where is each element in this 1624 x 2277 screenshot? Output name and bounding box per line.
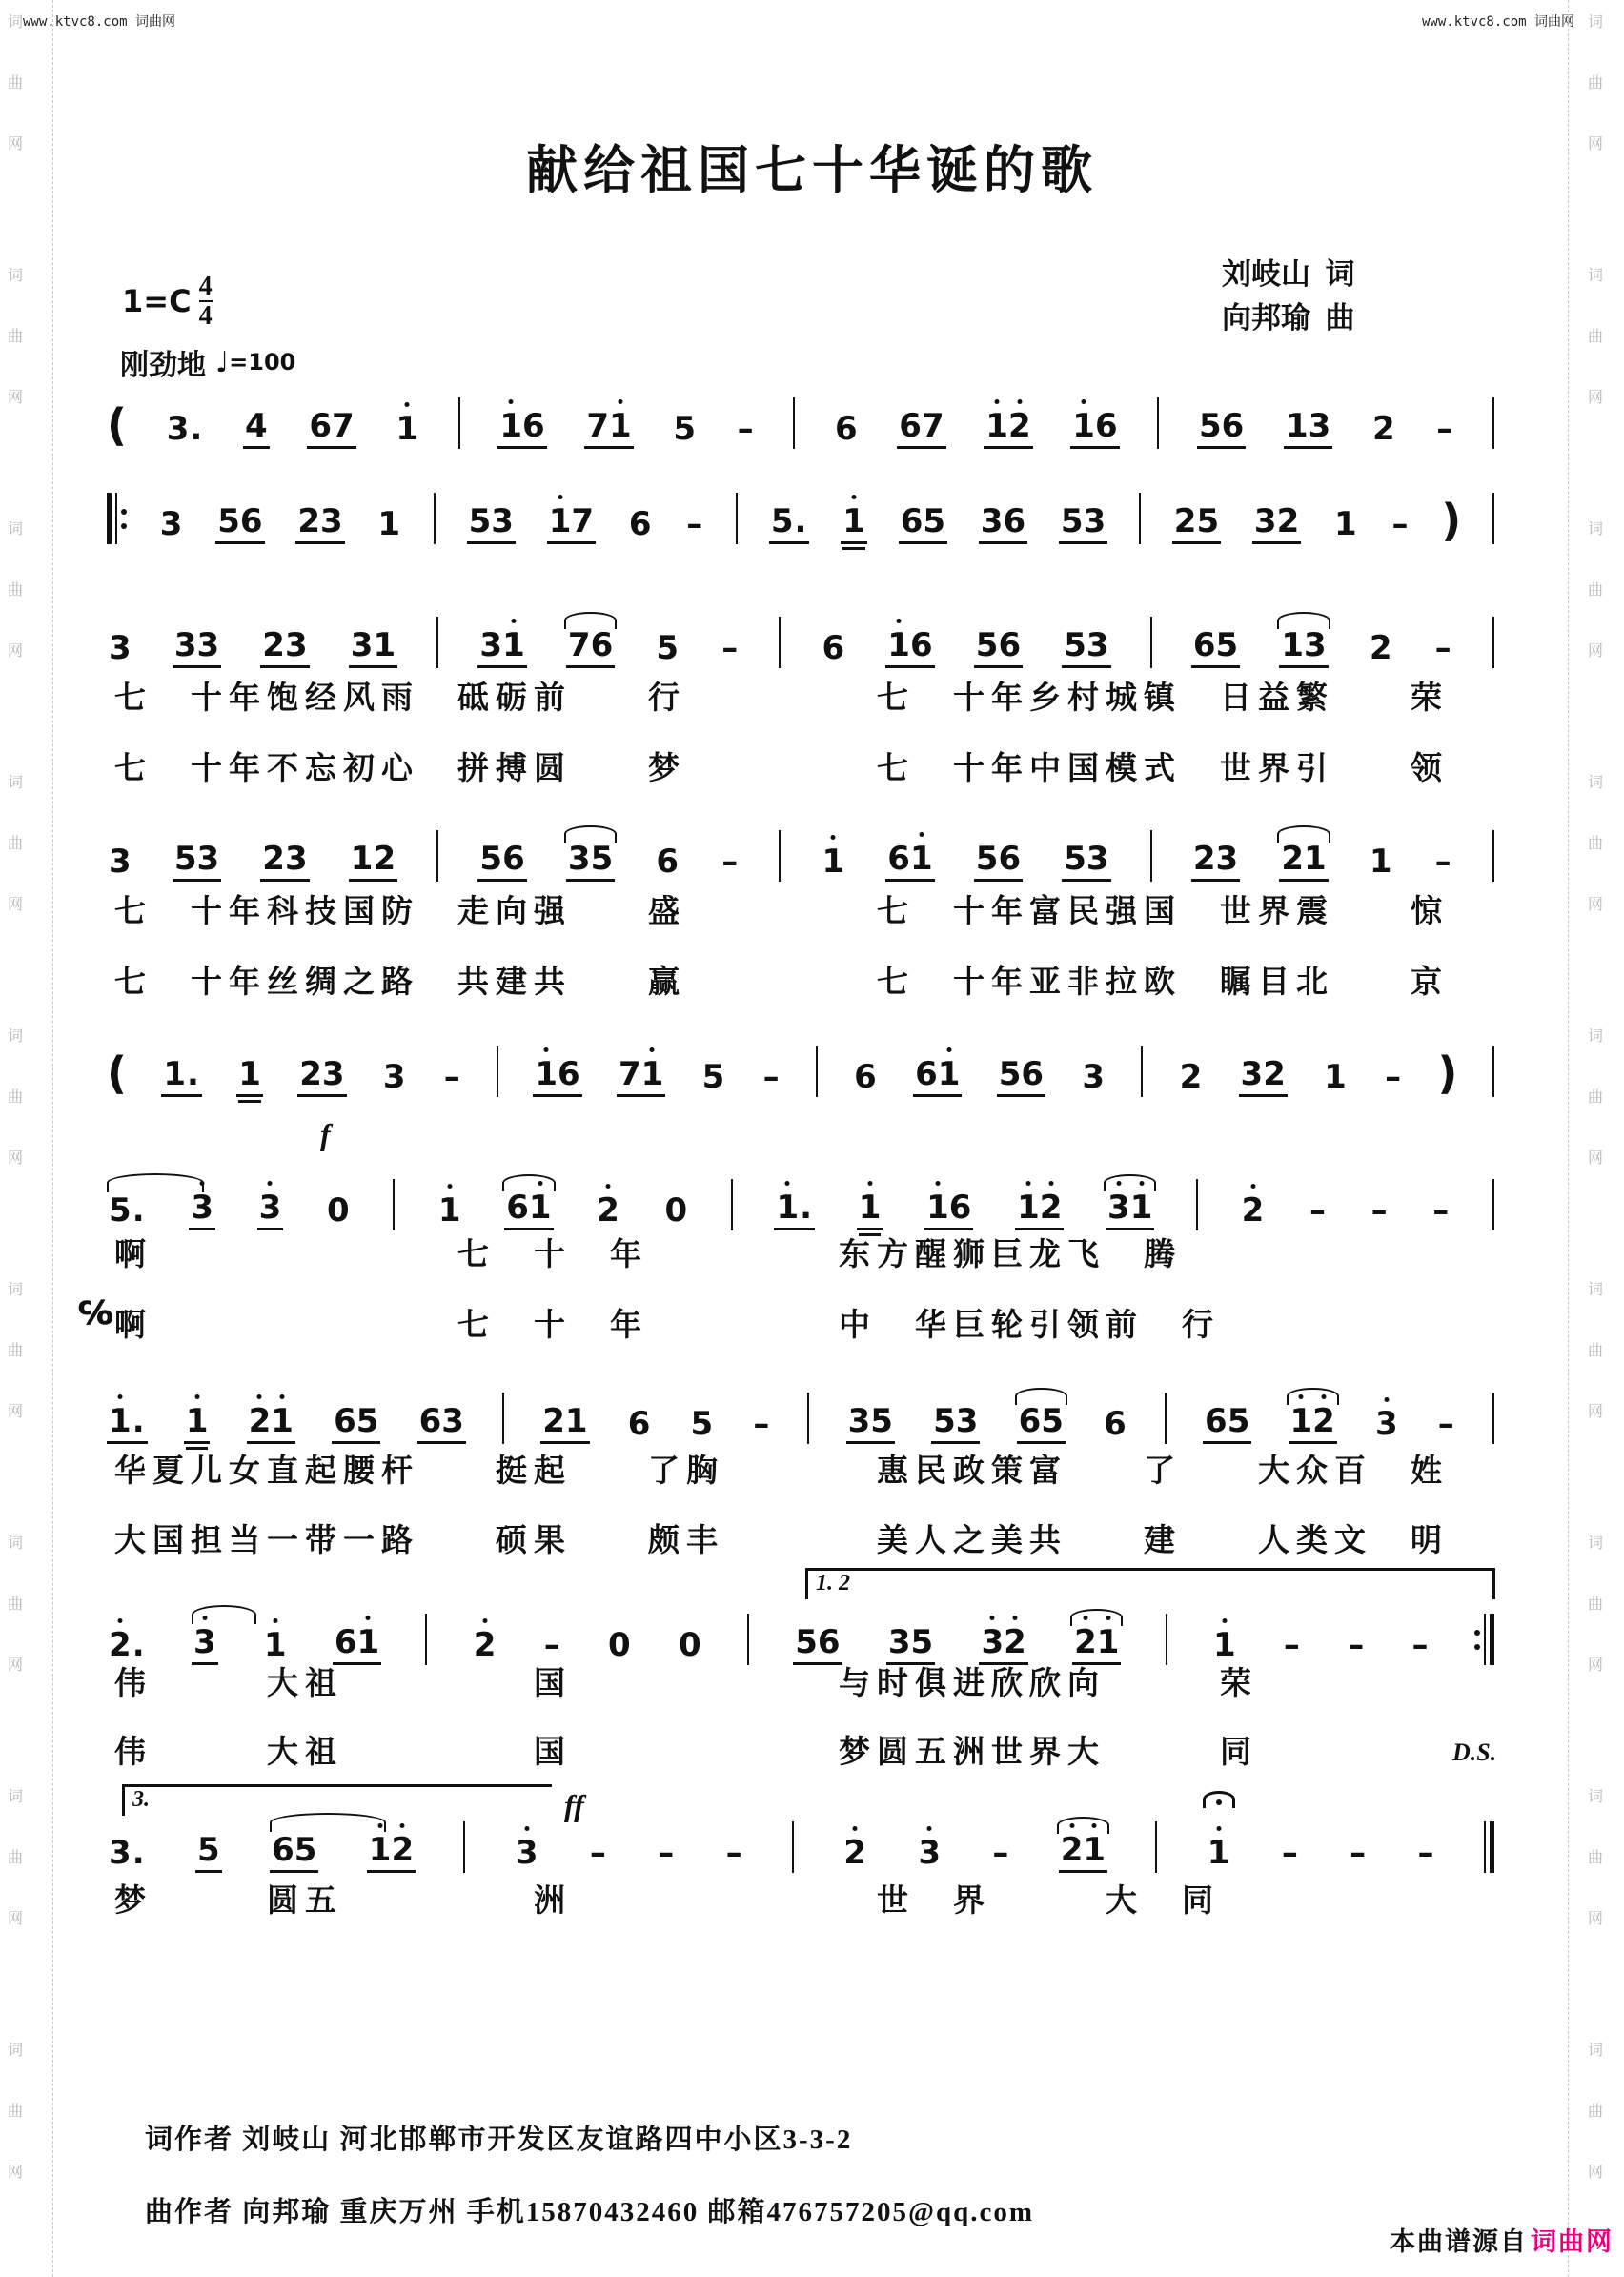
right-dashed-divider bbox=[1568, 0, 1569, 2277]
note-group: 2 bbox=[843, 1834, 866, 1872]
lyricist-credit: 刘岐山 词 bbox=[1222, 257, 1355, 291]
note-symbol: – bbox=[1370, 1191, 1388, 1230]
note-group: 6 bbox=[656, 843, 680, 881]
watermark-char: 曲 bbox=[1588, 1595, 1604, 1613]
note-group: 6 5 bbox=[1203, 1390, 1251, 1444]
notation-line-5 bbox=[107, 1043, 1494, 1097]
note-group: 6 3 bbox=[417, 1390, 466, 1444]
note-group: 5 6 bbox=[974, 827, 1023, 882]
note-group: 3 2 bbox=[1252, 490, 1301, 544]
note-group: 1 bbox=[437, 1191, 461, 1230]
ds-mark: D.S. bbox=[1452, 1738, 1497, 1766]
note-group: 1 bbox=[1212, 1626, 1236, 1664]
source-site-badge: 词曲网 bbox=[1531, 2227, 1614, 2257]
note-group: 3 bbox=[1082, 1058, 1105, 1096]
note-group: 5 bbox=[673, 410, 696, 448]
dynamic-ff: ff bbox=[564, 1788, 584, 1822]
note-group: 3 bbox=[109, 843, 132, 881]
note-group: 1 bbox=[184, 1390, 211, 1444]
note-symbol: – bbox=[721, 629, 739, 667]
barline bbox=[731, 1179, 733, 1230]
note-group: 1 bbox=[1206, 1821, 1232, 1873]
tempo-expression: 刚劲地 bbox=[120, 350, 206, 381]
note-group: 1 . bbox=[161, 1043, 202, 1097]
note-group: 2 bbox=[1369, 629, 1392, 667]
lyric-line: 大国担当一带一路 硕果 颇丰 美人之美共 建 人类文 明 bbox=[114, 1524, 1449, 1558]
notation-line-4 bbox=[107, 827, 1494, 882]
note-group: 7 1 bbox=[584, 395, 633, 449]
barline bbox=[1492, 1393, 1494, 1444]
note-symbol: – bbox=[1348, 1626, 1365, 1664]
lyric-line: 啊 七 十 年 中 华巨轮引领前 行 bbox=[114, 1309, 1220, 1343]
note-symbol: – bbox=[1436, 410, 1453, 448]
notation-line-7 bbox=[107, 1390, 1494, 1444]
note-group: 3 bbox=[109, 629, 132, 667]
note-group: 5 bbox=[195, 1819, 222, 1873]
note-group: 0 bbox=[608, 1626, 631, 1664]
barline bbox=[1157, 397, 1159, 449]
note-group: 7 1 bbox=[617, 1043, 665, 1097]
lyric-line: 七 十年不忘初心 拼搏圆 梦 七 十年中国模式 世界引 领 bbox=[114, 752, 1449, 786]
note-group: 6 1 bbox=[504, 1176, 553, 1230]
left-dashed-divider bbox=[52, 0, 53, 2277]
note-group: 6 1 bbox=[885, 827, 934, 882]
note-group: 5 6 bbox=[974, 614, 1023, 668]
key-signature bbox=[122, 273, 213, 331]
barline bbox=[792, 1821, 794, 1873]
note-group: 1 bbox=[263, 1626, 287, 1664]
barline bbox=[779, 617, 781, 668]
watermark-char: 曲 bbox=[1588, 834, 1604, 852]
note-symbol: – bbox=[589, 1834, 606, 1872]
watermark-char: 网 bbox=[1588, 1656, 1604, 1674]
note-group: 3 . bbox=[109, 1834, 145, 1872]
watermark-char: 曲 bbox=[8, 2102, 24, 2120]
time-top: 4 bbox=[198, 272, 213, 301]
barline bbox=[463, 1821, 465, 1873]
note-group: 3 1 bbox=[349, 614, 397, 668]
note-group: 3 bbox=[192, 1611, 218, 1665]
note-group: 1 bbox=[1369, 843, 1392, 881]
note-group: 3 5 bbox=[566, 827, 615, 882]
note-group: 3 6 bbox=[979, 490, 1027, 544]
tempo-marking bbox=[120, 341, 295, 383]
note-group: 3 bbox=[189, 1176, 215, 1230]
note-group: 5 3 bbox=[1062, 827, 1110, 882]
dynamic-f: f bbox=[320, 1117, 331, 1151]
note-group: 0 bbox=[678, 1626, 701, 1664]
note-group: 3 bbox=[515, 1834, 538, 1872]
note-group: 1 2 bbox=[1015, 1176, 1064, 1230]
note-group: 1 6 bbox=[924, 1176, 973, 1230]
note-group: 5 6 bbox=[997, 1043, 1045, 1097]
watermark-char: 曲 bbox=[1588, 327, 1604, 345]
final-barline bbox=[1484, 1821, 1494, 1873]
key-label: 1=C bbox=[122, 283, 192, 320]
time-signature bbox=[199, 273, 213, 331]
barline bbox=[736, 493, 738, 544]
note-group: 5 . bbox=[769, 490, 810, 544]
note-symbol: – bbox=[737, 410, 754, 448]
note-group: 6 bbox=[1104, 1405, 1127, 1443]
tempo-value: =100 bbox=[229, 349, 296, 376]
barline bbox=[1492, 1046, 1494, 1097]
watermark-char: 网 bbox=[1588, 2163, 1604, 2181]
notation-line-1 bbox=[107, 395, 1494, 449]
parenthesis: ) bbox=[1437, 1047, 1458, 1099]
barline bbox=[502, 1393, 504, 1444]
watermark-char: 曲 bbox=[1588, 1848, 1604, 1866]
note-group: 2 3 bbox=[260, 614, 309, 668]
watermark-char: 曲 bbox=[8, 73, 24, 91]
watermark-char: 词 bbox=[8, 1027, 24, 1045]
note-group: 2 bbox=[1241, 1191, 1265, 1230]
note-group: 3 bbox=[1374, 1405, 1398, 1443]
lyric-line: 伟 大祖 国 梦圆五洲世界大 同 bbox=[114, 1736, 1258, 1770]
note-group: 2 3 bbox=[297, 1043, 346, 1097]
watermark-char: 网 bbox=[8, 388, 24, 406]
barline bbox=[779, 830, 781, 882]
note-group: 2 bbox=[473, 1626, 497, 1664]
watermark-char: 网 bbox=[1588, 388, 1604, 406]
barline bbox=[1492, 493, 1494, 544]
lyric-line: 伟 大祖 国 与时俱进欣欣向 荣 bbox=[114, 1667, 1258, 1701]
watermark-char: 网 bbox=[1588, 1149, 1604, 1167]
note-symbol: – bbox=[1432, 1191, 1450, 1230]
note-group: 1 6 bbox=[1070, 395, 1119, 449]
barline bbox=[1166, 1614, 1167, 1665]
volta-bracket-3 bbox=[122, 1784, 552, 1816]
notation-line-3 bbox=[107, 614, 1494, 668]
note-group: 5 3 bbox=[467, 490, 516, 544]
note-group: 1 bbox=[1334, 505, 1357, 543]
note-group: 3 5 bbox=[886, 1611, 935, 1665]
note-group: 2 1 bbox=[1072, 1611, 1121, 1665]
note-group: 2 1 bbox=[540, 1390, 589, 1444]
watermark-char: 词 bbox=[8, 773, 24, 791]
note-group: 1 bbox=[236, 1043, 263, 1097]
watermark-char: 词 bbox=[1588, 1027, 1604, 1045]
note-group: 1 bbox=[377, 505, 401, 543]
note-symbol: – bbox=[1434, 843, 1451, 881]
volta-bracket-1-2 bbox=[805, 1568, 1495, 1599]
watermark-char: 曲 bbox=[1588, 2102, 1604, 2120]
barline bbox=[1492, 397, 1494, 449]
barline bbox=[393, 1179, 395, 1230]
watermark-char: 网 bbox=[8, 1909, 24, 1927]
note-group: 6 bbox=[822, 629, 845, 667]
barline bbox=[1155, 1821, 1157, 1873]
note-group: 1 2 bbox=[349, 827, 397, 882]
watermark-char: 词 bbox=[8, 2041, 24, 2059]
note-group: 5 6 bbox=[1197, 395, 1246, 449]
note-group: 2 bbox=[1371, 410, 1395, 448]
note-group: 6 bbox=[834, 410, 858, 448]
note-group: 5 6 bbox=[477, 827, 526, 882]
note-symbol: – bbox=[443, 1058, 460, 1096]
watermark-char: 词 bbox=[1588, 2041, 1604, 2059]
lyric-line: 华夏儿女直起腰杆 挺起 了胸 惠民政策富 了 大众百 姓 bbox=[114, 1454, 1449, 1489]
page-title: 献给祖国七十华诞的歌 bbox=[526, 142, 1098, 199]
note-symbol: – bbox=[721, 843, 739, 881]
note-group: 5 6 bbox=[215, 490, 264, 544]
note-group: 1 6 bbox=[497, 395, 546, 449]
watermark-char: 词 bbox=[8, 266, 24, 284]
barline bbox=[436, 617, 438, 668]
volta-label: 3. bbox=[132, 1787, 150, 1812]
note-symbol: – bbox=[1309, 1191, 1326, 1230]
barline bbox=[807, 1393, 809, 1444]
note-group: 2 . bbox=[109, 1626, 145, 1664]
note-group: 1 3 bbox=[1279, 614, 1328, 668]
note-group: 0 bbox=[326, 1191, 350, 1230]
note-group: 0 bbox=[664, 1191, 688, 1230]
composer-contact-info: 曲作者 向邦瑜 重庆万州 手机15870432460 邮箱476757205@qq.com bbox=[145, 2197, 1035, 2227]
note-group: 2 5 bbox=[1172, 490, 1221, 544]
note-group: 2 1 bbox=[247, 1390, 295, 1444]
watermark-char: 曲 bbox=[1588, 1088, 1604, 1106]
watermark-char: 词 bbox=[8, 1787, 24, 1805]
note-group: 3 2 bbox=[1239, 1043, 1288, 1097]
note-symbol: – bbox=[992, 1834, 1009, 1872]
watermark-top-right: www.ktvc8.com 词曲网 bbox=[1422, 14, 1575, 30]
note-group: 2 3 bbox=[295, 490, 344, 544]
note-group: 1 bbox=[841, 490, 867, 544]
watermark-char: 词 bbox=[8, 1280, 24, 1298]
note-group: 6 7 bbox=[307, 395, 355, 449]
barline bbox=[1492, 830, 1494, 882]
note-group: 3 2 bbox=[979, 1611, 1027, 1665]
note-group: 6 5 bbox=[332, 1390, 380, 1444]
note-group: 1 bbox=[396, 410, 419, 448]
note-group: 1 6 bbox=[885, 614, 934, 668]
lyric-line: 七 十年科技国防 走向强 盛 七 十年富民强国 世界震 惊 bbox=[114, 895, 1449, 929]
note-group: 2 bbox=[597, 1191, 619, 1230]
barline bbox=[1165, 1393, 1167, 1444]
note-group: 6 bbox=[854, 1058, 877, 1096]
watermark-char: 词 bbox=[8, 12, 24, 30]
note-group: 3 bbox=[382, 1058, 406, 1096]
watermark-char: 网 bbox=[8, 1402, 24, 1420]
note-group: 7 6 bbox=[566, 614, 615, 668]
note-group: 5 bbox=[701, 1058, 725, 1096]
barline bbox=[1492, 617, 1494, 668]
barline bbox=[793, 397, 795, 449]
note-group: 3 1 bbox=[1106, 1176, 1154, 1230]
watermark-char: 网 bbox=[8, 2163, 24, 2181]
notation-line-9 bbox=[107, 1819, 1494, 1873]
note-group: 3 bbox=[918, 1834, 941, 1872]
note-group: 6 bbox=[627, 1405, 651, 1443]
note-group: 1 bbox=[857, 1176, 883, 1230]
note-group: 5 bbox=[656, 629, 680, 667]
barline bbox=[1196, 1179, 1198, 1230]
note-symbol: – bbox=[1437, 1405, 1454, 1443]
note-group: 5 . bbox=[107, 1179, 148, 1230]
segno-icon: ℅ bbox=[78, 1294, 114, 1332]
watermark-char: 曲 bbox=[8, 1088, 24, 1106]
note-symbol: – bbox=[1391, 505, 1409, 543]
note-group: 6 7 bbox=[897, 395, 945, 449]
note-group: 5 3 bbox=[1062, 614, 1110, 668]
note-group: 2 1 bbox=[1279, 827, 1328, 882]
lyric-line: 七 十年饱经风雨 砥砺前 行 七 十年乡村城镇 日益繁 荣 bbox=[114, 681, 1449, 716]
note-group: 6 5 bbox=[270, 1819, 318, 1873]
lyric-line: 七 十年丝绸之路 共建共 赢 七 十年亚非拉欧 瞩目北 京 bbox=[114, 966, 1449, 1000]
watermark-char: 词 bbox=[1588, 1534, 1604, 1552]
watermark-char: 网 bbox=[1588, 134, 1604, 152]
parenthesis: ( bbox=[107, 1047, 128, 1099]
barline bbox=[1150, 830, 1152, 882]
watermark-char: 词 bbox=[1588, 1787, 1604, 1805]
source-prefix: 本曲谱源自 bbox=[1390, 2227, 1528, 2257]
watermark-char: 词 bbox=[1588, 519, 1604, 538]
composer-credit: 向邦瑜 曲 bbox=[1222, 301, 1355, 335]
note-symbol: – bbox=[1281, 1834, 1298, 1872]
note-symbol: – bbox=[543, 1626, 560, 1664]
note-symbol: – bbox=[1385, 1058, 1402, 1096]
repeat-barline bbox=[107, 493, 127, 544]
barline bbox=[1141, 1046, 1143, 1097]
note-group: 1 7 bbox=[547, 490, 596, 544]
time-bottom: 4 bbox=[198, 301, 213, 332]
note-group: 3 bbox=[257, 1176, 284, 1230]
watermark-char: 词 bbox=[1588, 266, 1604, 284]
barline bbox=[497, 1046, 498, 1097]
watermark-char: 曲 bbox=[1588, 580, 1604, 599]
note-symbol: – bbox=[725, 1834, 742, 1872]
watermark-char: 曲 bbox=[8, 580, 24, 599]
watermark-char: 曲 bbox=[1588, 1341, 1604, 1359]
watermark-char: 网 bbox=[8, 641, 24, 660]
note-group: 6 1 bbox=[333, 1611, 381, 1665]
barline bbox=[1492, 1179, 1494, 1230]
note-group: 3 . bbox=[166, 410, 203, 448]
note-symbol: – bbox=[1350, 1834, 1367, 1872]
barline bbox=[436, 830, 438, 882]
note-group: 1 6 bbox=[533, 1043, 581, 1097]
note-symbol: – bbox=[1411, 1626, 1429, 1664]
note-group: 1 2 bbox=[984, 395, 1032, 449]
lyricist-contact-info: 词作者 刘岐山 河北邯郸市开发区友谊路四中小区3-3-2 bbox=[145, 2125, 853, 2155]
note-group: 6 bbox=[628, 505, 652, 543]
note-group: 3 3 bbox=[173, 614, 221, 668]
note-group: 3 bbox=[159, 505, 183, 543]
note-group: 5 bbox=[690, 1405, 714, 1443]
barline bbox=[747, 1614, 749, 1665]
note-symbol: – bbox=[1417, 1834, 1434, 1872]
note-symbol: – bbox=[1434, 629, 1451, 667]
note-symbol: – bbox=[762, 1058, 780, 1096]
note-group: 1 bbox=[822, 843, 845, 881]
note-symbol: – bbox=[686, 505, 703, 543]
lyric-line: 梦 圆五 洲 世 界 大 同 bbox=[114, 1884, 1220, 1919]
barline bbox=[1150, 617, 1152, 668]
watermark-char: 曲 bbox=[8, 1341, 24, 1359]
lyric-line: 啊 七 十 年 东方醒狮巨龙飞 腾 bbox=[114, 1238, 1182, 1272]
note-group: 1 bbox=[1324, 1058, 1347, 1096]
note-symbol: – bbox=[658, 1834, 675, 1872]
parenthesis: ( bbox=[107, 399, 128, 451]
note-group: 5 3 bbox=[173, 827, 221, 882]
watermark-char: 网 bbox=[1588, 1402, 1604, 1420]
note-group: 5 3 bbox=[931, 1390, 980, 1444]
note-group: 1 3 bbox=[1284, 395, 1332, 449]
watermark-top-left: www.ktvc8.com 词曲网 bbox=[23, 14, 176, 30]
barline bbox=[434, 493, 436, 544]
notation-line-2 bbox=[107, 490, 1494, 544]
watermark-char: 曲 bbox=[8, 834, 24, 852]
watermark-char: 曲 bbox=[8, 327, 24, 345]
notation-line-6 bbox=[107, 1176, 1494, 1230]
notation-line-8 bbox=[107, 1611, 1494, 1665]
note-group: 6 5 bbox=[1017, 1390, 1066, 1444]
barline bbox=[425, 1614, 427, 1665]
volta-label: 1. 2 bbox=[816, 1571, 850, 1596]
note-group: 5 3 bbox=[1059, 490, 1107, 544]
watermark-char: 曲 bbox=[1588, 73, 1604, 91]
fermata-icon bbox=[1203, 1791, 1235, 1808]
barline bbox=[816, 1046, 818, 1097]
barline bbox=[458, 397, 460, 449]
watermark-char: 词 bbox=[8, 1534, 24, 1552]
note-group: 2 3 bbox=[1191, 827, 1240, 882]
watermark-char: 曲 bbox=[8, 1848, 24, 1866]
note-group: 6 5 bbox=[899, 490, 947, 544]
watermark-char: 词 bbox=[8, 519, 24, 538]
watermark-char: 词 bbox=[1588, 12, 1604, 30]
note-group: 2 1 bbox=[1059, 1819, 1107, 1873]
note-group: 6 5 bbox=[1191, 614, 1240, 668]
note-group: 3 1 bbox=[477, 614, 526, 668]
note-group: 1 . bbox=[107, 1390, 148, 1444]
note-group: 6 1 bbox=[913, 1043, 962, 1097]
watermark-char: 网 bbox=[1588, 641, 1604, 660]
watermark-char: 网 bbox=[1588, 895, 1604, 913]
note-group: 5 6 bbox=[793, 1611, 842, 1665]
watermark-char: 曲 bbox=[8, 1595, 24, 1613]
watermark-char: 网 bbox=[8, 134, 24, 152]
note-group: 1 2 bbox=[1289, 1390, 1337, 1444]
note-group: 4 bbox=[243, 395, 270, 449]
note-group: 1 . bbox=[774, 1176, 815, 1230]
barline bbox=[1139, 493, 1141, 544]
note-symbol: – bbox=[1283, 1626, 1300, 1664]
quarter-note-icon: ♩ bbox=[215, 345, 230, 379]
note-symbol: – bbox=[753, 1405, 770, 1443]
watermark-char: 网 bbox=[8, 895, 24, 913]
note-group: 1 2 bbox=[367, 1819, 416, 1873]
watermark-char: 词 bbox=[1588, 773, 1604, 791]
watermark-char: 网 bbox=[1588, 1909, 1604, 1927]
repeat-barline bbox=[1474, 1614, 1494, 1665]
watermark-char: 词 bbox=[1588, 1280, 1604, 1298]
watermark-char: 网 bbox=[8, 1656, 24, 1674]
note-group: 3 5 bbox=[846, 1390, 895, 1444]
watermark-char: 网 bbox=[8, 1149, 24, 1167]
note-group: 2 3 bbox=[260, 827, 309, 882]
parenthesis: ) bbox=[1441, 495, 1462, 546]
note-group: 2 bbox=[1179, 1058, 1203, 1096]
